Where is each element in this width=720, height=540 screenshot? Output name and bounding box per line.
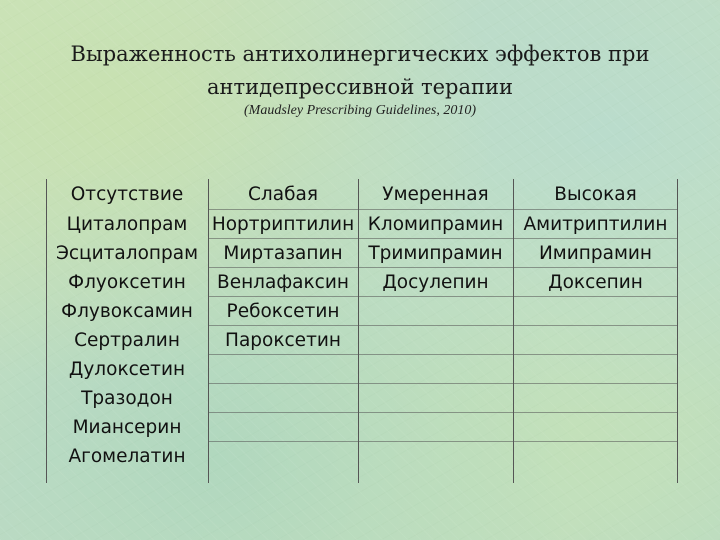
drug-name-cell: Циталопрам bbox=[66, 214, 188, 235]
drug-name-cell: Сертралин bbox=[74, 330, 180, 351]
drug-name-cell: Доксепин bbox=[548, 272, 643, 293]
source-citation: (Maudsley Prescribing Guidelines, 2010) bbox=[244, 103, 476, 118]
drug-name-cell: Агомелатин bbox=[68, 446, 186, 467]
table-row-divider bbox=[208, 441, 678, 442]
drug-name-cell: Эсциталопрам bbox=[55, 243, 199, 264]
table-row-divider bbox=[208, 383, 678, 384]
drug-name-cell: Имипрамин bbox=[538, 243, 653, 264]
title-line-1: Выраженность антихолинергических эффектов при bbox=[70, 42, 650, 66]
drug-name-cell: Кломипрамин bbox=[367, 214, 504, 235]
title-line-2: антидепрессивной терапии bbox=[206, 75, 513, 99]
column-header: Отсутствие bbox=[70, 184, 184, 205]
drug-name-cell: Дулоксетин bbox=[68, 359, 186, 380]
column-header: Умеренная bbox=[382, 184, 489, 205]
table-row-divider bbox=[208, 412, 678, 413]
drug-name-cell: Флувоксамин bbox=[61, 301, 193, 322]
drug-name-cell: Венлафаксин bbox=[217, 272, 349, 293]
drug-name-cell: Досулепин bbox=[382, 272, 489, 293]
drug-name-cell: Тразодон bbox=[81, 388, 173, 409]
drug-name-cell: Миртазапин bbox=[223, 243, 343, 264]
column-header: Высокая bbox=[554, 184, 637, 205]
drug-name-cell: Амитриптилин bbox=[523, 214, 668, 235]
page-title bbox=[0, 38, 720, 104]
drug-name-cell: Нортриптилин bbox=[211, 214, 355, 235]
anticholinergic-effects-table bbox=[46, 179, 678, 483]
drug-name-cell: Пароксетин bbox=[225, 330, 341, 351]
column-header: Слабая bbox=[248, 184, 318, 205]
drug-name-cell: Тримипрамин bbox=[368, 243, 503, 264]
drug-name-cell: Флуоксетин bbox=[68, 272, 186, 293]
drug-name-cell: Миансерин bbox=[72, 417, 182, 438]
drug-name-cell: Ребоксетин bbox=[226, 301, 340, 322]
